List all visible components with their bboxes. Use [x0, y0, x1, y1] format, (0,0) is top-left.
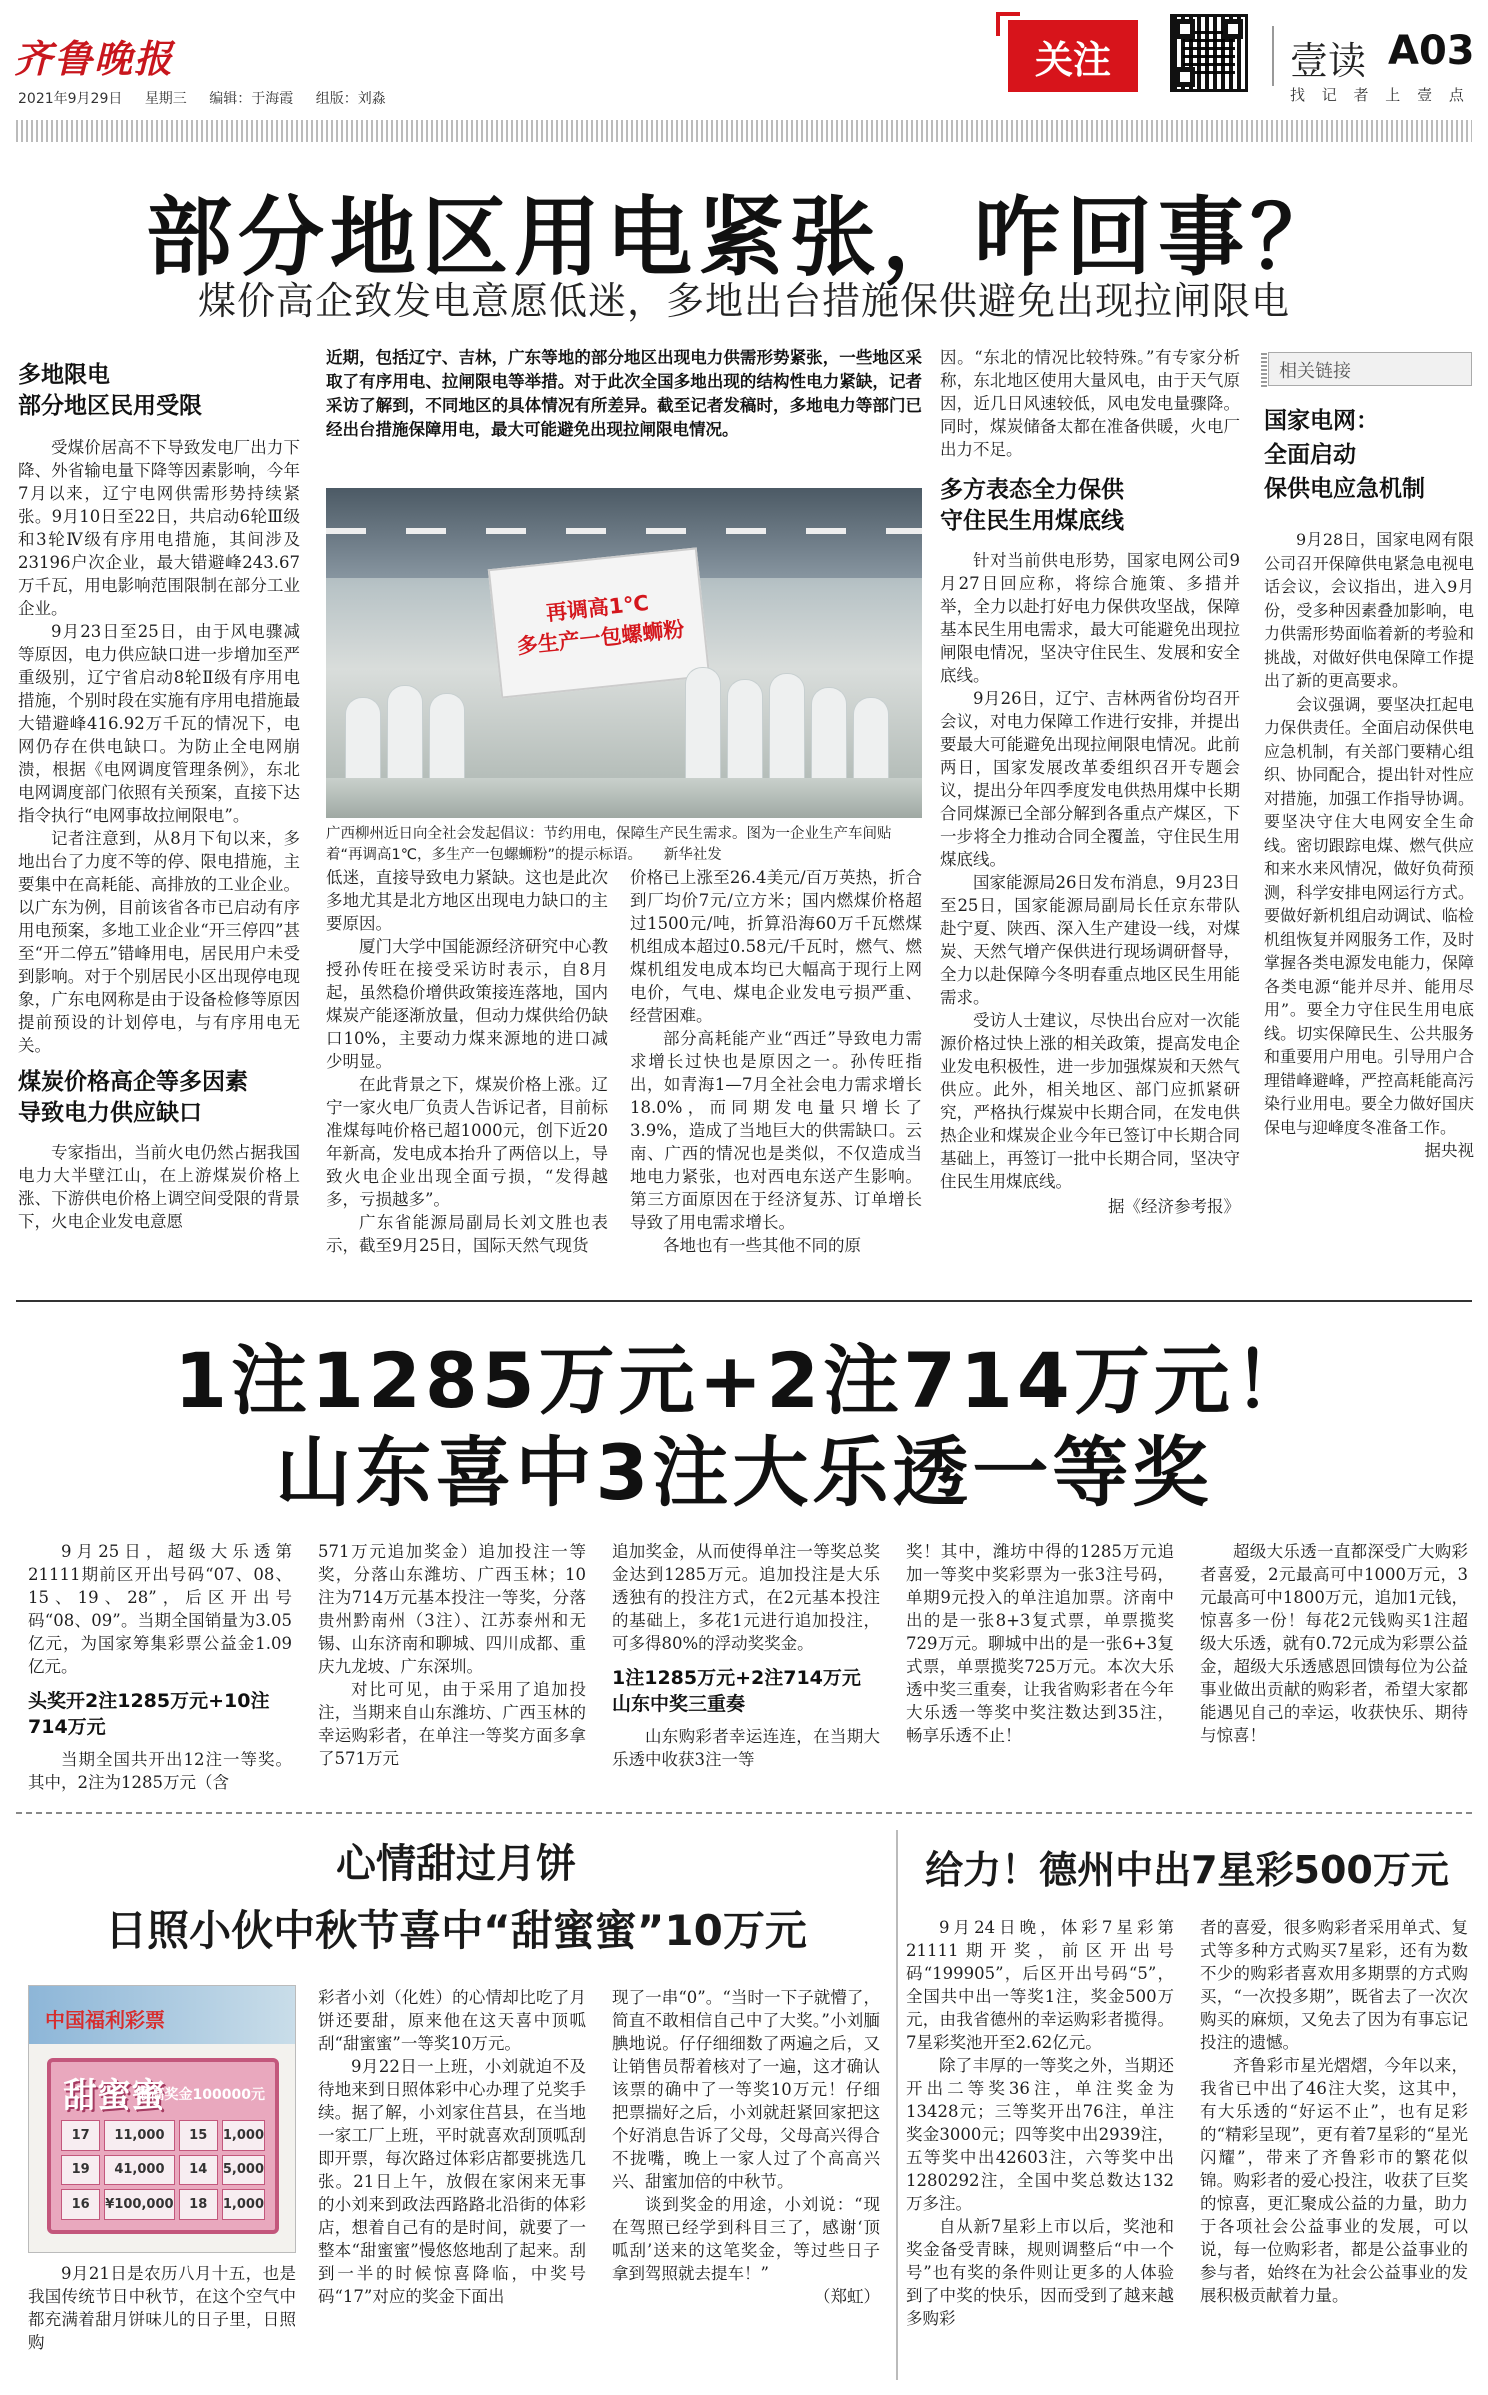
lead-column-3 — [630, 866, 922, 1257]
section-name: 壹读 — [1290, 39, 1367, 83]
section-heading: 煤炭价格高企等多因素 导致电力供应缺口 — [18, 1069, 248, 1126]
lottery-headline-line: 1注1285万元+2注714万元！ — [174, 1336, 1314, 1425]
ticket-cell: 5,000 — [222, 2155, 265, 2186]
article-text — [612, 1725, 880, 1771]
paragraph: 除了丰厚的一等奖之外，当期还开出二等奖36注，单注奖金为13428元；三等奖开出76注，单注奖金3000元；四等奖中出2939注，五等奖中出42603注，六等奖中出1280292注，全国中奖总数达132万多注。 — [906, 2056, 1174, 2213]
paragraph: 厦门大学中国能源经济研究中心教授孙传旺在接受采访时表示，自8月起，虽然稳价增供政策接连落地，国内煤炭产能逐渐放量，但动力煤供给仍缺口10%，主要动力煤来源地的进口减少明显。 — [326, 937, 608, 1071]
mooncake-column-1 — [28, 2262, 296, 2354]
paragraph: 记者注意到，从8月下旬以来，多地出台了力度不等的停、限电措施，主要集中在高耗能、高排放的工业企业。以广东为例，目前该省各市已启动有序用电预案，多地工业企业“开三停四”甚至“开二停五”错峰用电，居民用户未受到影响。对于个别居民小区出现停电现象，广东电网称是由于设备检修等原因提前预设的计划停电，与有序用电无关。 — [18, 829, 300, 1055]
lottery-column-3 — [612, 1540, 880, 1771]
paragraph: 低迷，直接导致电力紧缺。这也是此次多地尤其是北方地区出现电力缺口的主要原因。 — [326, 868, 608, 933]
issue-date: 2021年9月29日 — [18, 91, 123, 107]
paragraph: 对比可见，由于采用了追加投注，当期来自山东潍坊、广西玉林的幸运购彩者，在单注一等奖方面多拿了571万元 — [318, 1680, 586, 1768]
related-links-box — [1268, 352, 1472, 386]
mooncake-headline — [16, 1834, 896, 1962]
ticket-cell: 19 — [61, 2155, 100, 2186]
article-text — [940, 549, 1240, 1193]
paragraph: 广东省能源局副局长刘文胜也表示，截至9月25日，国际天然气现货 — [326, 1213, 608, 1255]
paragraph: 彩者小刘（化姓）的心情却比吃了月饼还要甜，原来他在这天喜中顶呱刮“甜蜜蜜”一等奖10万元。 — [318, 1988, 586, 2053]
lottery-headline — [0, 1335, 1488, 1519]
ticket-amount: 最高奖金100000元 — [136, 2087, 265, 2103]
paragraph: 9月25日，超级大乐透第21111期前区开出号码“07、08、15、19、28”，后区开出号码“08、09”。当期全国销量为3.05亿元，为国家筹集彩票公益金1.09亿元。 — [28, 1542, 292, 1676]
lead-intro: 近期，包括辽宁、吉林，广东等地的部分地区出现电力供需形势紧张，一些地区采取了有序用电、拉闸限电等举措。对于此次全国多地出现的结构性电力紧缺，记者采访了解到，不同地区的具体情况有所差异。截至记者发稿时，多地电力等部门已经出台措施保障用电，最大可能避免出现拉闸限电情况。 — [326, 348, 922, 439]
article-text — [28, 1540, 292, 1678]
lead-headline: 部分地区用电紧张，咋回事？ — [146, 188, 1342, 288]
sevenstar-column-1 — [906, 1916, 1174, 2330]
article-text — [28, 1748, 292, 1794]
paragraph: 针对当前供电形势，国家电网公司9月27日回应称，将综合施策、多措并举，全力以赴打好电力保供攻坚战，保障基本民生用电需求，最大可能避免出现拉闸限电情况，坚决守住民生、发展和安全底线。 — [940, 551, 1240, 685]
ticket-title: 甜蜜蜜 — [63, 2076, 165, 2116]
related-links-label: 相关链接 — [1279, 361, 1351, 382]
related-source: 据央视 — [1424, 1141, 1474, 1160]
article-text — [18, 1141, 300, 1233]
masthead-divider — [1272, 26, 1274, 86]
mooncake-column-2 — [318, 1986, 586, 2308]
dotted-divider — [16, 1812, 1472, 1814]
paragraph: 谈到奖金的用途，小刘说：“现在驾照已经学到科目三了，感谢‘顶呱刮’送来的这笔奖金，等过些日子拿到驾照就去提车！” — [612, 2195, 880, 2283]
source-credit: 据《经济参考报》 — [1108, 1197, 1240, 1216]
photo-caption: 广西柳州近日向全社会发起倡议：节约用电，保障生产民生需求。图为一企业生产车间贴着“再调高1℃，多生产一包螺蛳粉”的提示标语。 新华社发 — [326, 826, 892, 863]
lottery-column-5 — [1200, 1540, 1468, 1747]
paragraph: 9月21日是农历八月十五，也是我国传统节日中秋节，在这个空气中都充满着甜月饼味儿的日子里，日照购 — [28, 2264, 296, 2352]
ticket-cell: 15 — [179, 2120, 218, 2151]
paragraph: 部分高耗能产业“西迁”导致电力需求增长过快也是原因之一。孙传旺指出，如青海1—7月全社会电力需求增长18.0%，而同期发电量只增长了3.9%，造成了当地巨大的供需缺口。云南、广西的情况也是类似，不仅造成当地电力紧张，也对西电东送产生影响。第三方面原因在于经济复苏、订单增长导致了用电需求增长。 — [630, 1029, 922, 1232]
paragraph: 9月23日至25日，由于风电骤减等原因，电力供应缺口进一步增加至严重级别，辽宁省启动8轮Ⅱ级有序用电措施，个别时段在实施有序用电措施最大错避峰416.92万千瓦的情况下，电网仍存在供电缺口。为防止全电网崩溃，根据《电网调度管理条例》，东北电网调度部门依照有关预案，直接下达指令执行“电网事故拉闸限电”。 — [18, 622, 300, 825]
lottery-column-1 — [28, 1540, 292, 1794]
ticket-cell: 18 — [179, 2189, 218, 2220]
newspaper-logo: 齐鲁晚报 — [14, 36, 175, 81]
mooncake-headline-line: 日照小伙中秋节喜中“甜蜜蜜”10万元 — [105, 1906, 807, 1955]
photo-sign-line: 再调高1℃ — [544, 590, 650, 626]
photo-sign-line: 多生产一包螺蛳粉 — [515, 617, 686, 659]
paragraph: 价格已上涨至26.4美元/百万英热，折合到厂均价7元/立方米；国内燃煤价格超过1500元/吨，折算沿海60万千瓦燃煤机组成本超过0.58元/千瓦时，燃气、燃煤机组发电成本均已大幅高于现行上网电价，气电、煤电企业发电亏损严重、经营困难。 — [630, 868, 922, 1025]
lottery-headline-line: 山东喜中3注大乐透一等奖 — [275, 1428, 1213, 1517]
news-photo — [326, 488, 922, 818]
mooncake-headline-line: 心情甜过月饼 — [336, 1841, 576, 1887]
paragraph: 9月26日，辽宁、吉林两省份均召开会议，对电力保障工作进行安排，并提出要最大可能避免出现拉闸限电情况。此前两日，国家发展改革委组织召开专题会议，提出分年四季度发电供热用煤中长期合同煤源已全部分解到各重点产煤区，下一步将全力推动合同全覆盖，守住民生用煤底线。 — [940, 689, 1240, 869]
ticket-cell: 1,000 — [222, 2120, 265, 2151]
lead-column-4 — [940, 346, 1240, 1218]
paragraph: 奖！其中，潍坊中得的1285万元追加一等奖中奖彩票为一张3注号码，单期9元投入的单注追加票。济南中出的是一张8+3复式票，单票揽奖729万元。聊城中出的是一张6+3复式票，单票揽奖725万元。本次大乐透中奖三重奏，让我省购彩者在今年大乐透一等奖中奖注数达到35注，畅享乐透不止！ — [906, 1542, 1174, 1745]
paragraph: 受访人士建议，尽快出台应对一次能源价格过快上涨的相关政策，提高发电企业发电积极性，进一步加强煤炭和天然气供应。此外，相关地区、部门应抓紧研究，严格执行煤炭中长期合同，在发电供热企业和煤炭企业今年已签订中长期合同基础上，再签订一批中长期合同，坚决守住民生用煤底线。 — [940, 1011, 1240, 1191]
paragraph: 各地也有一些其他不同的原 — [663, 1236, 861, 1255]
page-number: A03 — [1388, 28, 1475, 74]
paragraph: 山东购彩者幸运连连，在当期大乐透中收获3注一等 — [612, 1727, 880, 1769]
paragraph: 9月24日晚，体彩7星彩第21111期开奖，前区开出号码“199905”，后区开出号码“5”，全国共中出一等奖1注，奖金500万元，由我省德州的幸运购彩者揽得。7星彩奖池开至2.62亿元。 — [906, 1918, 1174, 2052]
related-title: 国家电网： 全面启动 保供电应急机制 — [1264, 408, 1425, 502]
paragraph: 国家能源局26日发布消息，9月23日至25日，国家能源局副局长任京东带队赴宁夏、陕西、深入生产建设一线，对煤炭、天然气增产保供进行现场调研督导，全力以赴保障今冬明春重点地区民生用能需求。 — [940, 873, 1240, 1007]
paragraph: 现了一串“0”。“当时一下子就懵了，简直不敢相信自己中了大奖。”小刘腼腆地说。仔仔细细数了两遍之后，又让销售员帮着核对了一遍，这才确认该票的确中了一等奖10万元！仔细把票揣好之后，小刘就赶紧回家把这个好消息告诉了父母，父母高兴得合不拢嘴，晚上一家人过了个高高兴兴、甜蜜加倍的中秋节。 — [612, 1988, 880, 2191]
paragraph: 因。“东北的情况比较特殊。”有专家分析称，东北地区使用大量风电，由于天气原因，近几日风速较低，风电发电量骤降。同时，煤炭储备太都在准备供暖，火电厂出力不足。 — [940, 348, 1240, 459]
layout-credit: 组版：刘淼 — [315, 91, 386, 107]
ticket-cell: 17 — [61, 2120, 100, 2151]
section-divider — [16, 1300, 1472, 1302]
masthead-slogan: 找 记 者 上 壹 点 — [1290, 86, 1470, 104]
issue-weekday: 星期三 — [144, 91, 187, 107]
ticket-grid — [61, 2120, 265, 2220]
article-text — [940, 346, 1240, 461]
paragraph: 齐鲁彩市星光熠熠，今年以来，我省已中出了46注大奖，这其中，有大乐透的“好运不止”，也有足彩的“精彩呈现”，更有着7星彩的“星光闪耀”，带来了齐鲁彩市的繁花似锦。购彩者的爱心投注，收获了巨奖的惊喜，更汇聚成公益的力量，助力于各项社会公益事业的发展，可以说，每一位购彩者，都是公益事业的参与者，始终在为社会公益事业的发展积极贡献着力量。 — [1200, 2056, 1468, 2305]
sevenstar-column-2 — [1200, 1916, 1468, 2307]
lead-column-1 — [18, 360, 300, 1233]
ticket-cell: 16 — [61, 2189, 100, 2220]
qr-code-icon[interactable] — [1170, 14, 1248, 92]
lottery-column-2 — [318, 1540, 586, 1770]
paragraph: 当期全国共开出12注一等奖。其中，2注为1285万元（含 — [28, 1750, 292, 1792]
editor-credit: 编辑：于海霞 — [209, 91, 294, 107]
column-rule — [896, 1830, 898, 2380]
section-heading: 头奖开2注1285万元+10注714万元 — [28, 1690, 270, 1738]
ticket-cell: 41,000 — [104, 2155, 174, 2186]
scratch-ticket-photo — [28, 1985, 296, 2253]
section-tab: 关注 — [1008, 20, 1138, 92]
article-text — [612, 1540, 880, 1655]
photo-sign — [488, 547, 710, 698]
paragraph: 超级大乐透一直都深受广大购彩者喜爱，2元最高可中1000万元，3元最高可中1800万元，追加1元钱，惊喜多一份！每花2元钱购买1注超级大乐透，就有0.72元成为彩票公益金，超级大乐透感恩回馈每位为公益事业做出贡献的购彩者，希望大家都能遇见自己的幸运，收获快乐、期待与惊喜！ — [1200, 1542, 1468, 1745]
paragraph: 9月28日，国家电网有限公司召开保障供电紧急电视电话会议，会议指出，进入9月份，受多种因素叠加影响，电力供需形势面临着新的考验和挑战，对做好供电保障工作提出了新的更高要求。 — [1264, 530, 1474, 690]
masthead-rule — [16, 120, 1472, 142]
section-heading: 1注1285万元+2注714万元 山东中奖三重奏 — [612, 1667, 861, 1715]
sevenstar-headline: 给力！德州中出7星彩500万元 — [925, 1848, 1449, 1892]
section-heading: 多方表态全力保供 守住民生用煤底线 — [940, 477, 1124, 534]
article-text — [18, 436, 300, 1057]
article-text — [612, 1986, 880, 2285]
section-heading: 多地限电 部分地区民用受限 — [18, 362, 202, 419]
ticket-cell: 14 — [179, 2155, 218, 2186]
ticket-cell: ¥100,000 — [104, 2189, 174, 2220]
ticket-brand: 中国福利彩票 — [45, 2008, 165, 2032]
lead-subheadline: 煤价高企致发电意愿低迷，多地出台措施保供避免出现拉闸限电 — [197, 279, 1290, 323]
mooncake-column-3 — [612, 1986, 880, 2308]
dateline — [18, 88, 404, 108]
paragraph: 追加奖金，从而使得单注一等奖总奖金达到1285万元。追加投注是大乐透独有的投注方式，在2元基本投注的基础上，多花1元进行追加投注，可多得80%的浮动奖奖金。 — [612, 1542, 880, 1653]
paragraph: 会议强调，要坚决扛起电力保供责任。全面启动保供电应急机制，有关部门要精心组织、协同配合，提出针对性应对措施，加强工作指导协调。要坚决守住大电网安全生命线。密切跟踪电煤、燃气供应和来水来风情况，做好负荷预测，科学安排电网运行方式。要做好新机组启动调试、临检机组恢复并网服务工作，及时掌握各类电源发电能力，保障各类电源“能并尽并、能用尽用”。要全力守住民生用电底线。切实保障民生、公共服务和重要用户用电。引导用户合理错峰避峰，严控高耗能高污染行业用电。要全力做好国庆保电与迎峰度冬准备工作。 — [1264, 694, 1474, 1137]
paragraph: 在此背景之下，煤炭价格上涨。辽宁一家火电厂负责人告诉记者，目前标准煤每吨价格已超1000元，创下近20年新高，发电成本抬升了两倍以上，导致火电企业出现全面亏损，“发得越多，亏损越多”。 — [326, 1075, 608, 1209]
paragraph: 自从新7星彩上市以后，奖池和奖金备受青睐，规则调整后“中一个号”也有奖的条件则让更多的人体验到了中奖的快乐，因而受到了越来越多购彩 — [906, 2217, 1174, 2328]
paragraph: 受煤价居高不下导致发电厂出力下降、外省输电量下降等因素影响，今年7月以来，辽宁电网供需形势持续紧张。9月10日至22日，共启动6轮Ⅲ级和3轮Ⅳ级有序用电措施，其间涉及23196户次企业，最大错避峰243.67万千瓦，用电影响范围限制在部分工业企业。 — [18, 438, 300, 618]
related-text — [1264, 528, 1474, 1139]
lead-column-2 — [326, 866, 608, 1257]
paragraph: 9月22日一上班，小刘就迫不及待地来到日照体彩中心办理了兑奖手续。据了解，小刘家住莒县，在当地一家工厂上班，平时就喜欢刮顶呱刮即开票，每次路过体彩店都要挑选几张。21日上午，放假在家闲来无事的小刘来到政法西路路北沿街的体彩店，想着自己有的是时间，就要了一整本“甜蜜蜜”慢悠悠地刮了起来。刮到一半的时候惊喜降临，中奖号码“17”对应的奖金下面出 — [318, 2057, 586, 2306]
lottery-column-4 — [906, 1540, 1174, 1747]
paragraph: 者的喜爱，很多购彩者采用单式、复式等多种方式购买7星彩，还有为数不少的购彩者喜欢用多期票的方式购买，“一次投多期”，既省去了一次次购买的麻烦，又免去了因为有事忘记投注的遗憾。 — [1200, 1918, 1468, 2052]
ticket-cell: 1,000 — [222, 2189, 265, 2220]
source-credit: （郑虹） — [814, 2287, 880, 2306]
paragraph: 571万元追加奖金）追加投注一等奖，分落山东潍坊、广西玉林；10注为714万元基本投注一等奖，分落贵州黔南州（3注）、江苏泰州和无锡、山东济南和聊城、四川成都、重庆九龙坡、广东深圳。 — [318, 1542, 586, 1676]
related-sidebar — [1264, 404, 1474, 1162]
paragraph: 专家指出，当前火电仍然占据我国电力大半壁江山，在上游煤炭价格上涨、下游供电价格上调空间受限的背景下，火电企业发电意愿 — [18, 1143, 300, 1231]
ticket-cell: 11,000 — [104, 2120, 174, 2151]
